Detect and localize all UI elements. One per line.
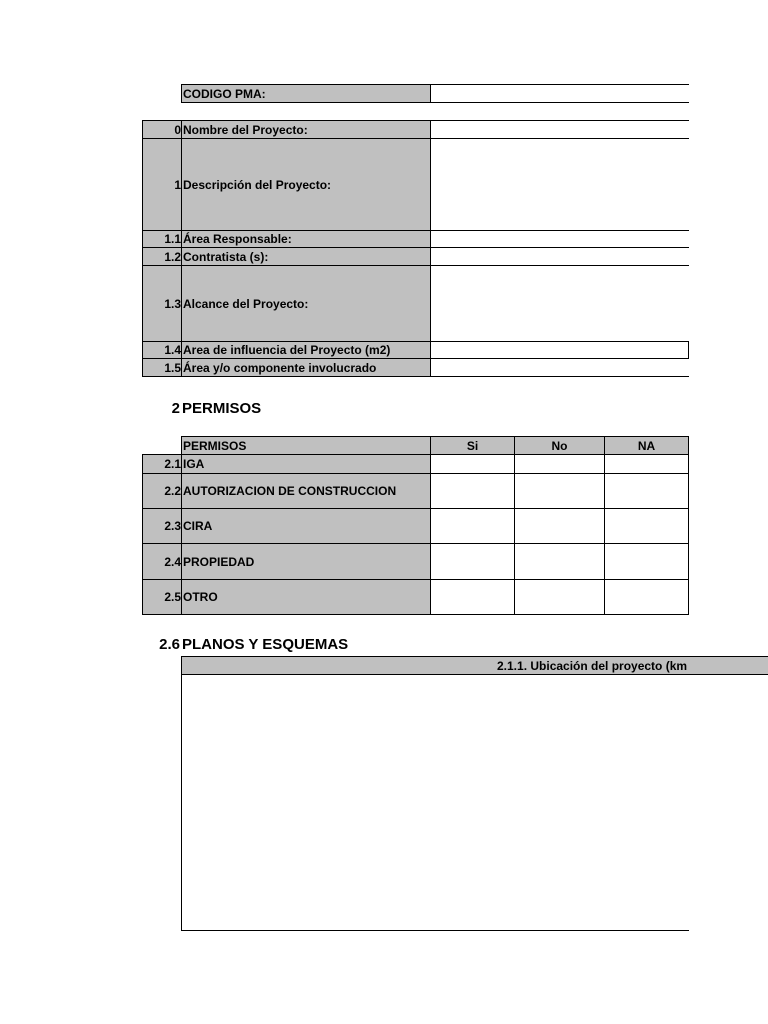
permiso-otro-label: OTRO xyxy=(181,579,431,615)
codigo-pma-field[interactable] xyxy=(430,84,689,103)
permiso-autorizacion-no[interactable] xyxy=(514,473,605,509)
no-header: No xyxy=(514,436,605,455)
permiso-autorizacion-na[interactable] xyxy=(604,473,689,509)
permiso-iga-no[interactable] xyxy=(514,454,605,474)
permiso-iga-si[interactable] xyxy=(430,454,515,474)
nombre-proyecto-label: Nombre del Proyecto: xyxy=(181,120,431,139)
permiso-autorizacion-si[interactable] xyxy=(430,473,515,509)
ubicacion-proyecto-header xyxy=(181,656,768,675)
permiso-cira-no[interactable] xyxy=(514,508,605,544)
row-num-1-4: 1.4 xyxy=(142,341,182,359)
section-planos-heading xyxy=(142,634,348,654)
planos-drawing-area[interactable] xyxy=(181,674,689,931)
permiso-propiedad-si[interactable] xyxy=(430,543,515,580)
permiso-otro-no[interactable] xyxy=(514,579,605,615)
permiso-otro-si[interactable] xyxy=(430,579,515,615)
contratista-field[interactable] xyxy=(430,247,689,266)
permiso-cira-label: CIRA xyxy=(181,508,431,544)
row-num-2-5: 2.5 xyxy=(142,579,182,615)
section-permisos-title: PERMISOS xyxy=(182,399,262,417)
contratista-label: Contratista (s): xyxy=(181,247,431,266)
permiso-cira-si[interactable] xyxy=(430,508,515,544)
row-num-2-1: 2.1 xyxy=(142,454,182,474)
permiso-propiedad-no[interactable] xyxy=(514,543,605,580)
codigo-pma-label: CODIGO PMA: xyxy=(181,84,431,103)
permisos-header: PERMISOS xyxy=(181,436,431,455)
permiso-cira-na[interactable] xyxy=(604,508,689,544)
section-permisos-heading xyxy=(142,398,261,418)
row-num-2-2: 2.2 xyxy=(142,473,182,509)
row-num-2-4: 2.4 xyxy=(142,543,182,580)
area-influencia-field[interactable] xyxy=(430,341,689,359)
permiso-propiedad-na[interactable] xyxy=(604,543,689,580)
area-influencia-label: Area de influencia del Proyecto (m2) xyxy=(181,341,431,359)
area-responsable-label: Área Responsable: xyxy=(181,230,431,248)
descripcion-proyecto-field[interactable] xyxy=(430,138,689,231)
row-num-1: 1 xyxy=(142,138,182,231)
section-planos-num: 2.6 xyxy=(159,635,180,653)
row-num-0: 0 xyxy=(142,120,182,139)
ubicacion-proyecto-text: 2.1.1. Ubicación del proyecto (km xyxy=(497,658,688,673)
si-header: Si xyxy=(430,436,515,455)
row-num-2-3: 2.3 xyxy=(142,508,182,544)
nombre-proyecto-field[interactable] xyxy=(430,120,689,139)
permiso-iga-na[interactable] xyxy=(604,454,689,474)
permiso-iga-label: IGA xyxy=(181,454,431,474)
section-permisos-num: 2 xyxy=(171,399,180,417)
alcance-proyecto-label: Alcance del Proyecto: xyxy=(181,265,431,342)
alcance-proyecto-field[interactable] xyxy=(430,265,689,342)
row-num-1-3: 1.3 xyxy=(142,265,182,342)
na-header: NA xyxy=(604,436,689,455)
row-num-1-5: 1.5 xyxy=(142,358,182,377)
descripcion-proyecto-label: Descripción del Proyecto: xyxy=(181,138,431,231)
row-num-1-2: 1.2 xyxy=(142,247,182,266)
area-componente-label: Área y/o componente involucrado xyxy=(181,358,431,377)
permiso-autorizacion-label: AUTORIZACION DE CONSTRUCCION xyxy=(181,473,431,509)
section-planos-title: PLANOS Y ESQUEMAS xyxy=(182,635,349,653)
permiso-propiedad-label: PROPIEDAD xyxy=(181,543,431,580)
area-componente-field[interactable] xyxy=(430,358,689,377)
permiso-otro-na[interactable] xyxy=(604,579,689,615)
area-responsable-field[interactable] xyxy=(430,230,689,248)
row-num-1-1: 1.1 xyxy=(142,230,182,248)
